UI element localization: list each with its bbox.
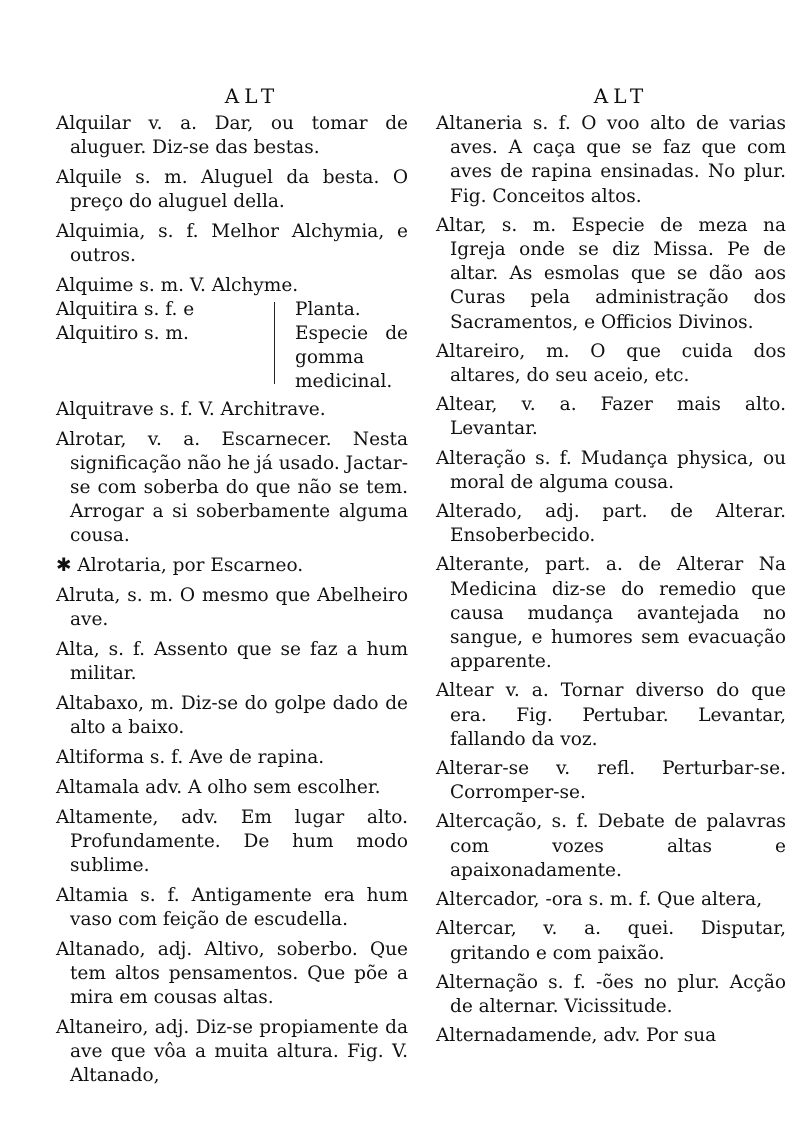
dictionary-entry: Altamente, adv. Em lugar alto. Profundamente. De hum modo sublime. xyxy=(56,807,408,876)
dictionary-entry: Alquimia, s. f. Melhor Alchymia, e outros. xyxy=(56,221,408,266)
dictionary-entry: Altercador, -ora s. m. f. Que altera, xyxy=(436,889,763,911)
dictionary-entry: ✱ Alrotaria, por Escarneo. xyxy=(56,555,304,576)
right-column xyxy=(436,84,786,1053)
dictionary-entry: Altamia s. f. Antigamente era hum vaso com feição de escudella. xyxy=(56,885,408,930)
dictionary-entry: Alrotar, v. a. Escarnecer. Nesta significação não he já usado. Jactar-se com soberba do que não se tem. Arrogar a si soberbamente alguma cousa. xyxy=(56,429,408,546)
dictionary-entry: Alteração s. f. Mudança physica, ou moral de alguma cousa. xyxy=(436,447,786,493)
dictionary-entry: Alquime s. m. V. Alchyme. xyxy=(56,275,299,296)
dictionary-entry: Alternação s. f. -ões no plur. Acção de alternar. Vicissitude. xyxy=(436,971,786,1017)
dictionary-entry: Alquile s. m. Aluguel da besta. O preço do aluguel della. xyxy=(56,167,408,212)
left-column xyxy=(56,84,408,1094)
bracket-line xyxy=(274,302,287,384)
dictionary-entry: Altamala adv. A olho sem escolher. xyxy=(56,777,381,798)
bracketed-entry-group xyxy=(56,298,408,394)
dictionary-entry: Altercar, v. a. quei. Disputar, gritando e com paixão. xyxy=(436,918,786,964)
bracketed-headwords xyxy=(56,298,266,394)
dictionary-entry: Alta, s. f. Assento que se faz a hum militar. xyxy=(56,639,408,684)
dictionary-entry: Alterado, adj. part. de Alterar. Ensoberbecido. xyxy=(436,501,786,547)
dictionary-entry: Alquilar v. a. Dar, ou tomar de aluguer. Diz-se das bestas. xyxy=(56,113,408,158)
dictionary-entry: Altanado, adj. Altivo, soberbo. Que tem altos pensamentos. Que põe a mira em cousas altas. xyxy=(56,939,408,1008)
dictionary-entry: Altabaxo, m. Diz-se do golpe dado de alto a baixo. xyxy=(56,693,408,738)
dictionary-entry: Alterar-se v. refl. Perturbar-se. Corromper-se. xyxy=(436,758,786,804)
dictionary-entry: Altercação, s. f. Debate de palavras com vozes altas e apaixonadamente. xyxy=(436,811,786,881)
dictionary-entry: Altear v. a. Tornar diverso do que era. Fig. Pertubar. Levantar, fallando da voz. xyxy=(436,680,786,750)
dictionary-entry: Alruta, s. m. O mesmo que Abelheiro ave. xyxy=(56,585,408,630)
dictionary-entry: Altaneria s. f. O voo alto de varias aves. A caça que se faz que com aves de rapina ensinadas. No plur. Fig. Conceitos altos. xyxy=(436,113,786,207)
left-column-header: ALT xyxy=(224,84,280,108)
shared-definition: Planta. Especie de gomma medicinal. xyxy=(295,299,408,392)
dictionary-entry: Altaneiro, adj. Diz-se propiamente da ave que vôa a muita altura. Fig. V. Altanado, xyxy=(56,1017,408,1086)
dictionary-entry: Altar, s. m. Especie de meza na Igreja onde se diz Missa. Pe de altar. As esmolas que se dão aos Curas pela administração dos Sacramentos, e Officios Divinos. xyxy=(436,214,786,333)
dictionary-entry: Altear, v. a. Fazer mais alto. Levantar. xyxy=(436,394,786,440)
dictionary-entry: Alterante, part. a. de Alterar Na Medicina diz-se do remedio que causa mudança avantejada no sangue, e humores sem evacuação apparente. xyxy=(436,554,786,673)
headword: Alquitiro s. m. xyxy=(56,323,189,344)
headword: Alquitira s. f. e xyxy=(56,299,195,320)
dictionary-entry: Alquitrave s. f. V. Architrave. xyxy=(56,399,326,420)
dictionary-entry: Altiforma s. f. Ave de rapina. xyxy=(56,747,325,768)
dictionary-entry: Alternadamende, adv. Por sua xyxy=(436,1025,717,1047)
right-column-header: ALT xyxy=(593,84,649,108)
dictionary-entry: Altareiro, m. O que cuida dos altares, do seu aceio, etc. xyxy=(436,340,786,387)
